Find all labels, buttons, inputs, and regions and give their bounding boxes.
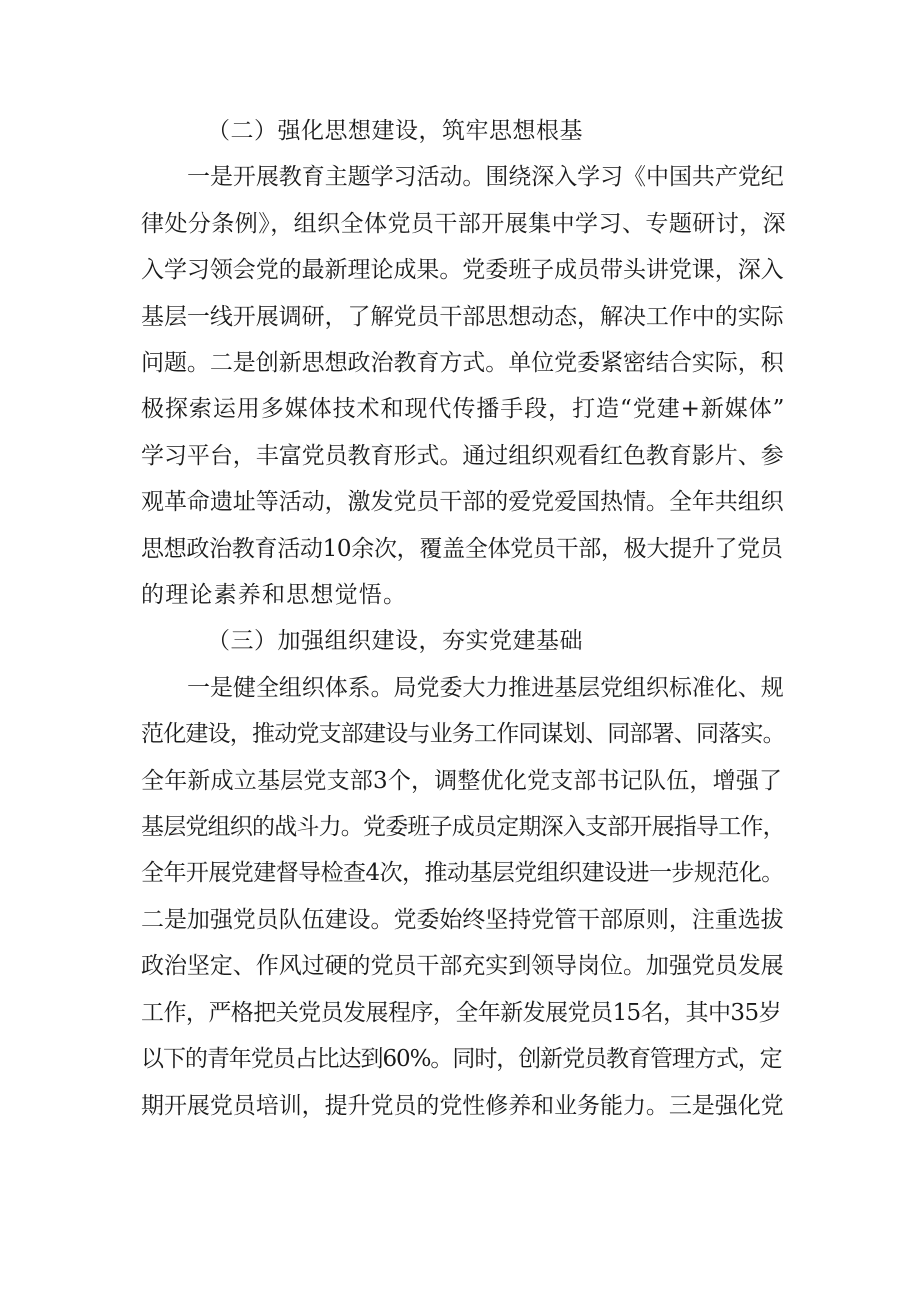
text-line: 观革命遗址等活动，激发党员干部的爱党爱国热情。全年共组织	[141, 489, 784, 516]
section-heading-3: （三）加强组织建设，夯实党建基础	[207, 628, 583, 655]
text-line: 基层党组织的战斗力。党委班子成员定期深入支部开展指导工作，	[141, 814, 785, 841]
document-body	[141, 108, 788, 1129]
text-line: 二是加强党员队伍建设。党委始终坚持党管干部原则，注重选拔	[141, 906, 784, 933]
text-line: 一是开展教育主题学习活动。围绕深入学习《中国共产党纪	[187, 164, 784, 191]
section-body-3	[141, 665, 788, 1129]
text-line: 入学习领会党的最新理论成果。党委班子成员带头讲党课，深入	[141, 257, 784, 284]
text-line: 学习平台，丰富党员教育形式。通过组织观看红色教育影片、参	[141, 442, 784, 469]
text-line: 政治坚定、作风过硬的党员干部充实到领导岗位。加强党员发展	[141, 953, 784, 980]
section-heading-2: （二）强化思想建设，筑牢思想根基	[207, 118, 583, 144]
text-line: 工作，严格把关党员发展程序，全年新发展党员15名，其中35岁	[141, 999, 782, 1026]
text-line: 基层一线开展调研，了解党员干部思想动态，解决工作中的实际	[141, 303, 784, 330]
text-line: 律处分条例》，组织全体党员干部开展集中学习、专题研讨，深	[141, 210, 787, 237]
text-line: 的理论素养和思想觉悟。	[141, 582, 408, 609]
section-body-2	[141, 154, 788, 618]
text-line: 全年新成立基层党支部3个，调整优化党支部书记队伍，增强了	[141, 767, 783, 794]
text-line: 以下的青年党员占比达到60%。同时，创新党员教育管理方式，定	[141, 1046, 782, 1073]
text-line: 全年开展党建督导检查4次，推动基层党组织建设进一步规范化。	[141, 860, 784, 887]
text-line: 问题。二是创新思想政治教育方式。单位党委紧密结合实际，积	[141, 350, 784, 377]
text-line: 思想政治教育活动10余次，覆盖全体党员干部，极大提升了党员	[141, 535, 783, 562]
text-line: 极探索运用多媒体技术和现代传播手段，打造“党建+新媒体”	[141, 396, 786, 423]
text-line: 范化建设，推动党支部建设与业务工作同谋划、同部署、同落实。	[141, 721, 785, 748]
text-line: 一是健全组织体系。局党委大力推进基层党组织标准化、规	[187, 674, 784, 701]
text-line: 期开展党员培训，提升党员的党性修养和业务能力。三是强化党	[141, 1092, 784, 1119]
